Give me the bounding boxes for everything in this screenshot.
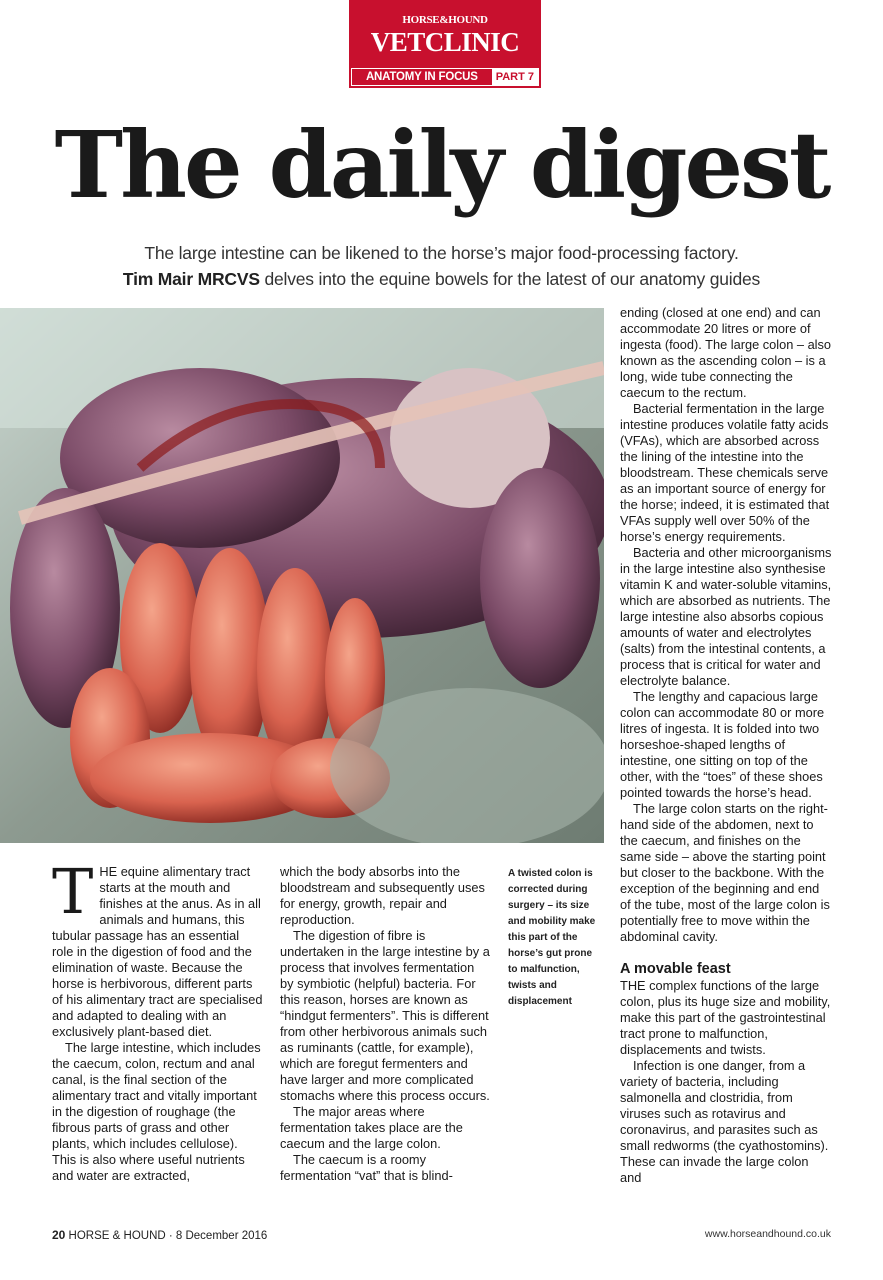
standfirst — [0, 240, 883, 292]
page-number: 20 — [52, 1228, 66, 1242]
paragraph: THE complex functions of the large colon, plus its huge size and mobility, make this part of the gastrointestinal tract prone to malfunction, displacements and twists. — [620, 978, 831, 1057]
paragraph: THE equine alimentary tract starts at the mouth and finishes at the anus. As in all animals and humans, this tubular passage has an essential role in the digestion of food and the elimination of waste. Because the horse is herbivorous, different parts of his alimentary tract are specialised and adapted to dealing with an exclusively plant-based diet. — [52, 855, 263, 1039]
paragraph: Infection is one danger, from a variety of bacteria, including salmonella and clostridia, from viruses such as rotavirus and coronavirus, and parasites such as small redworms (the cyathostomins). These can invade the large colon and — [620, 1058, 829, 1185]
body-column-3 — [620, 305, 832, 1186]
headline: The daily digest — [54, 111, 829, 219]
publication-line: HORSE & HOUND · 8 December 2016 — [65, 1230, 268, 1242]
paragraph: Bacteria and other microorganisms in the large intestine also synthesise vitamin K and water-soluble vitamins, which are absorbed as nutrients. The large intestine also absorbs copious amounts of water and electrolytes (salts) from the intestinal contents, a process that is critical for water and electrolyte balance. — [620, 545, 832, 688]
author-byline: Tim Mair MRCVS — [122, 269, 260, 289]
paragraph: The lengthy and capacious large colon can accommodate 80 or more litres of ingesta. It is folded into two horseshoe-shaped lengths of intestine, one sitting on top of the other, with the “toes” of these shoes pointed towards the horse’s head. — [620, 689, 825, 800]
standfirst-line2-rest: delves into the equine bowels for the latest of our anatomy guides — [259, 269, 761, 289]
section-name: VETCLINIC — [370, 27, 520, 57]
paragraph: The large intestine, which includes the caecum, colon, rectum and anal canal, is the final section of the alimentary tract and vitally important in the digestion of roughage (the fibrous parts of grass and other plants, which includes cellulose). This is also where useful nutrients and water are extracted, — [52, 1040, 261, 1183]
subheading: A movable feast — [620, 961, 731, 977]
drop-cap: T — [52, 855, 94, 928]
photo-caption: A twisted colon is corrected during surgery – its size and mobility make this part of the horse’s gut prone to malfunction, twists and displacement — [508, 868, 596, 1007]
paragraph: Bacterial fermentation in the large intestine produces volatile fatty acids (VFAs), which are absorbed across the lining of the intestine into the bloodstream. These chemicals serve as an important source of energy for the horse; indeed, it is estimated that VFAs supply well over 50% of the horse’s energy requirements. — [620, 401, 830, 544]
series-strip — [351, 68, 539, 86]
standfirst-line1: The large intestine can be likened to the horse’s major food-processing factory. — [144, 243, 739, 263]
series-name: ANATOMY IN FOCUS — [365, 71, 478, 83]
body-column-2 — [280, 864, 491, 1184]
standfirst-line2 — [0, 266, 883, 292]
website-link: www.horseandhound.co.uk — [704, 1228, 831, 1240]
paragraph: The large colon starts on the right-hand side of the abdomen, next to the caecum, and finishes on the same side – above the starting point but closer to the backbone. With the exception of the beginning and end of the tube, most of the large colon is potentially free to move within the abdominal cavity. — [620, 801, 830, 944]
page-footer — [52, 1228, 267, 1242]
vetclinic-badge — [349, 0, 541, 88]
paragraph: ending (closed at one end) and can accommodate 20 litres or more of ingesta (food). The large colon – also known as the ascending colon – is a long, wide tube connecting the caecum to the rectum. — [620, 305, 832, 400]
paragraph: The digestion of fibre is undertaken in the large intestine by a process that involves fermentation by symbiotic (helpful) bacteria. For this reason, horses are known as “hindgut fermenters”. This is different from other herbivorous animals such as ruminants (cattle, for example), which are foregut fermenters and have larger and more complicated stomachs where this process occurs. — [280, 928, 490, 1103]
paragraph: which the body absorbs into the bloodstream and subsequently uses for energy, growth, repair and reproduction. — [280, 864, 485, 927]
body-column-1 — [52, 855, 263, 1184]
brand-logo: HORSE&HOUND — [402, 14, 488, 26]
paragraph: The caecum is a roomy fermentation “vat” that is blind- — [280, 1152, 453, 1183]
surgery-photo — [0, 308, 604, 843]
part-label: PART 7 — [492, 69, 538, 85]
paragraph: The major areas where fermentation takes place are the caecum and the large colon. — [280, 1104, 463, 1151]
